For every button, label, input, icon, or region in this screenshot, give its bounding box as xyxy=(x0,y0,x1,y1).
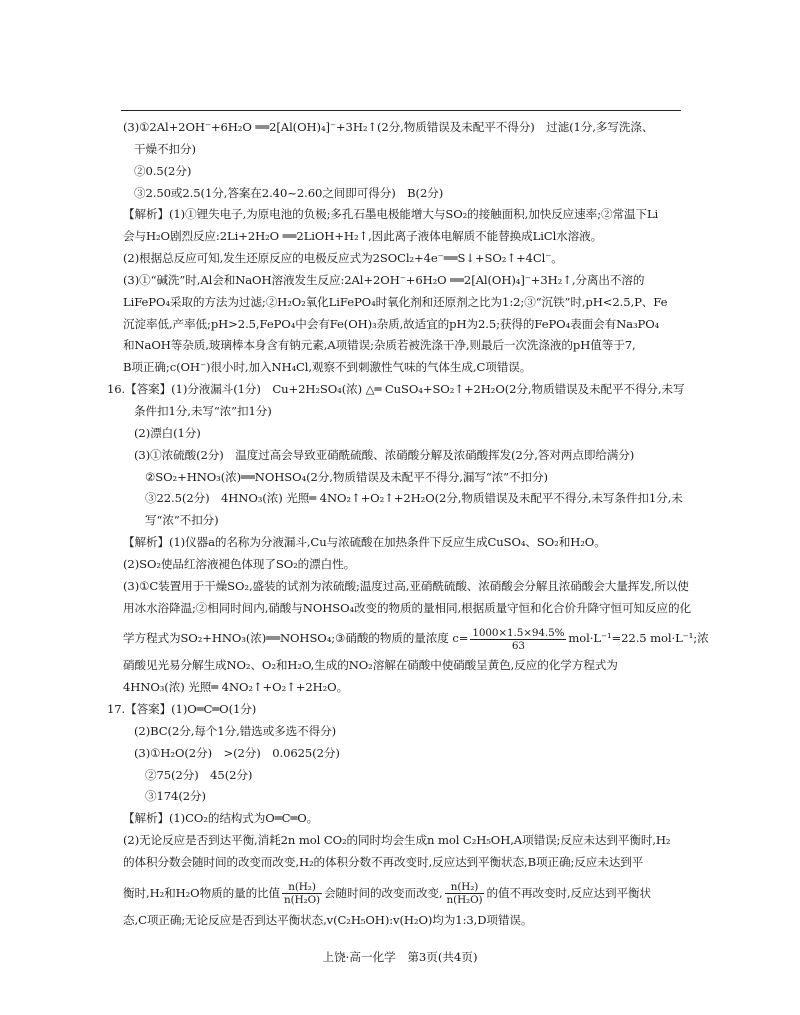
text-line: ②SO₂+HNO₃(浓)══NOHSO₄(2分,物质错误及未配平不得分,漏写“浓”不扣分) xyxy=(145,469,548,484)
text-segment: 衡时,H₂和H₂O物质的量的比值 xyxy=(123,885,281,900)
text-line: ③174(2分) xyxy=(145,789,206,804)
text-line: ③2.50或2.5(1分,答案在2.40~2.60之间即可得分) B(2分) xyxy=(134,185,444,200)
ratio-fraction xyxy=(282,881,322,906)
text-line: 条件扣1分,未写“浓”扣1分) xyxy=(134,403,272,418)
text-line: ②0.5(2分) xyxy=(134,163,192,178)
text-line: (2)BC(2分,每个1分,错选或多选不得分) xyxy=(134,723,337,738)
fraction-numerator: n(H₂) xyxy=(282,881,322,894)
text-line: 【解析】(1)①锂失电子,为原电池的负极;多孔石墨电极能增大与SO₂的接触面积,加快反应速率;②常温下Li xyxy=(123,207,659,222)
header-rule xyxy=(121,110,681,111)
fraction-numerator: 1000×1.5×94.5% xyxy=(472,626,565,639)
concentration-line xyxy=(123,623,709,653)
page-footer: 上饶·高一化学 第3页(共4页) xyxy=(322,950,478,964)
question-16-answer: 16.【答案】(1)分液漏斗(1分) Cu+2H₂SO₄(浓) △═ CuSO₄+SO₂↑+2H₂O(2分,物质错误及未配平不得分,未写 xyxy=(107,382,685,397)
fraction-denominator: n(H₂O) xyxy=(284,894,320,907)
text-line: (2)根据总反应可知,发生还原反应的电极反应式为2SOCl₂+4e⁻══S↓+SO₂↑+4Cl⁻。 xyxy=(123,251,563,266)
text-line: 【解析】(1)CO₂的结构式为O═C═O。 xyxy=(123,811,319,826)
text-line: (2)SO₂使品红溶液褪色体现了SO₂的漂白性。 xyxy=(123,556,356,571)
text-line: (2)漂白(1分) xyxy=(134,425,201,440)
text-line: (3)①“碱洗”时,Al会和NaOH溶液发生反应:2Al+2OH⁻+6H₂O ══2[Al(OH)₄]⁻+3H₂↑,分离出不溶的 xyxy=(123,272,645,287)
fraction-denominator: 63 xyxy=(511,639,525,652)
text-line: 4HNO₃(浓) 光照═ 4NO₂↑+O₂↑+2H₂O。 xyxy=(123,680,349,695)
text-line: 沉淀率低,产率低;pH>2.5,FePO₄中会有Fe(OH)₃杂质,故适宜的pH为2.5;获得的FePO₄表面会有Na₃PO₄ xyxy=(123,316,660,331)
text-line: 会与H₂O剧烈反应:2Li+2H₂O ══2LiOH+H₂↑,因此离子液体电解质不能替换成LiCl水溶液。 xyxy=(123,229,603,244)
text-line: ②75(2分) 45(2分) xyxy=(145,767,253,782)
answer-content xyxy=(107,120,709,936)
text-line: 和NaOH等杂质,玻璃棒本身含有钠元素,A项错误;杂质若被洗涤干净,则最后一次洗涤液的pH值等于7, xyxy=(123,338,636,353)
text-line: 【解析】(1)仪器a的名称为分液漏斗,Cu与浓硫酸在加热条件下反应生成CuSO₄、SO₂和H₂O。 xyxy=(123,535,606,550)
text-line: 干燥不扣分) xyxy=(134,141,196,156)
text-segment: 的值不再改变时,反应达到平衡状 xyxy=(486,885,651,900)
text-line: (3)①2Al+2OH⁻+6H₂O ══2[Al(OH)₄]⁻+3H₂↑(2分,物质错误及未配平不得分) 过滤(1分,多写洗涤、 xyxy=(123,120,654,134)
text-segment: 会随时间的改变而改变, xyxy=(324,885,443,900)
text-line: 硝酸见光易分解生成NO₂、O₂和H₂O,生成的NO₂溶解在硝酸中使硝酸呈黄色,反应的化学方程式为 xyxy=(123,658,618,673)
fraction-denominator: n(H₂O) xyxy=(446,894,483,907)
text-line: 写“浓”不扣分) xyxy=(145,513,219,528)
text-segment: mol·L⁻¹=22.5 mol·L⁻¹;浓 xyxy=(568,631,709,646)
text-line: (2)无论反应是否到达平衡,消耗2n mol CO₂的同时均会生成n mol C₂H₅OH,A项错误;反应未达到平衡时,H₂ xyxy=(123,833,671,848)
question-17-answer: 17.【答案】(1)O═C═O(1分) xyxy=(107,702,257,717)
ratio-line xyxy=(123,878,683,908)
text-line: 态,C项正确;无论反应是否到达平衡状态,v(C₂H₅OH):v(H₂O)均为1:3,D项错误。 xyxy=(123,912,533,927)
text-line: B项正确;c(OH⁻)很小时,加入NH₄Cl,观察不到刺激性气味的气体生成,C项错误。 xyxy=(123,360,532,375)
ratio-fraction xyxy=(445,881,485,906)
text-line: LiFePO₄采取的方法为过滤;②H₂O₂氧化LiFePO₄时氧化剂和还原剂之比为1:2;③“沉铁”时,pH<2.5,P、Fe xyxy=(123,294,668,309)
text-line: (3)①浓硫酸(2分) 温度过高会导致亚硝酰硫酸、浓硝酸分解及浓硝酸挥发(2分,答对两点即给满分) xyxy=(134,447,635,462)
text-line: (3)①C装置用于干燥SO₂,盛装的试剂为浓硫酸;温度过高,亚硝酰硫酸、浓硝酸会分解且浓硝酸会大量挥发,所以使 xyxy=(123,578,689,593)
text-line: (3)①H₂O(2分) >(2分) 0.0625(2分) xyxy=(134,745,340,760)
text-line: 用冰水浴降温;②相同时间内,硝酸与NOHSO₄改变的物质的量相同,根据质量守恒和化合价升降守恒可知反应的化 xyxy=(123,600,691,615)
text-line: 的体积分数会随时间的改变而改变,H₂的体积分数不再改变时,反应达到平衡状态,B项正确;反应未达到平 xyxy=(123,855,644,869)
fraction-numerator: n(H₂) xyxy=(445,881,485,894)
text-segment: 学方程式为SO₂+HNO₃(浓)══NOHSO₄;③硝酸的物质的量浓度 c= xyxy=(123,631,469,646)
concentration-fraction xyxy=(470,627,566,652)
text-line: ③22.5(2分) 4HNO₃(浓) 光照═ 4NO₂↑+O₂↑+2H₂O(2分,物质错误及未配平不得分,未写条件扣1分,未 xyxy=(145,491,683,506)
